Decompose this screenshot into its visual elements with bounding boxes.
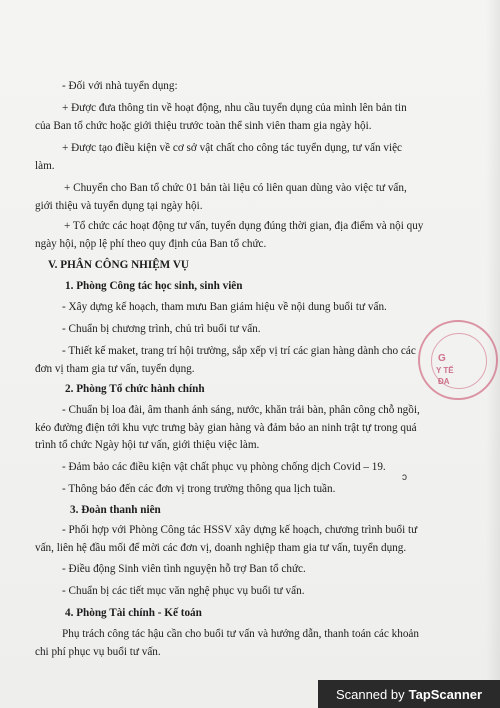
text-line: chi phí phục vụ buổi tư vấn. xyxy=(35,646,161,658)
text-line: - Thông báo đến các đơn vị trong trường thông qua lịch tuần. xyxy=(62,483,336,495)
watermark-prefix: Scanned by xyxy=(335,686,405,702)
watermark-brand: TapScanner xyxy=(408,686,483,702)
text-line: - Chuẩn bị chương trình, chủ trì buổi tư vấn. xyxy=(62,323,261,335)
scanner-watermark xyxy=(318,680,500,708)
text-line: + Được đưa thông tin về hoạt động, nhu cầu tuyển dụng của mình lên bản tin xyxy=(62,102,407,114)
seal-letter: G xyxy=(438,353,446,364)
subsection-heading: 1. Phòng Công tác học sinh, sinh viên xyxy=(65,280,243,292)
text-line: + Được tạo điều kiện về cơ sở vật chất cho công tác tuyển dụng, tư vấn việc xyxy=(62,142,403,154)
text-line: - Đảm bảo các điều kiện vật chất phục vụ phòng chống dịch Covid – 19. xyxy=(62,461,386,473)
text-line: làm. xyxy=(35,160,55,172)
subsection-heading: 4. Phòng Tài chính - Kế toán xyxy=(65,607,202,619)
text-line: - Xây dựng kế hoạch, tham mưu Ban giám hiệu về nội dung buổi tư vấn. xyxy=(62,301,387,313)
text-line: - Điều động Sinh viên tình nguyện hỗ trợ Ban tổ chức. xyxy=(62,563,306,575)
text-line: - Chuẩn bị các tiết mục văn nghệ phục vụ buổi tư vấn. xyxy=(62,585,305,597)
subsection-heading: 2. Phòng Tổ chức hành chính xyxy=(65,383,205,395)
text-line: + Chuyển cho Ban tổ chức 01 bản tài liệu có liên quan dùng vào việc tư vấn, xyxy=(64,182,407,194)
employer-heading: - Đối với nhà tuyển dụng: xyxy=(62,80,178,92)
text-line: - Thiết kế maket, trang trí hội trường, sắp xếp vị trí các gian hàng dành cho các xyxy=(62,345,416,357)
red-seal-stamp xyxy=(418,320,498,400)
stray-pen-mark: ɔ xyxy=(402,472,407,483)
text-line: Phụ trách công tác hậu cần cho buổi tư vấn và hướng dẫn, thanh toán các khoản xyxy=(62,628,419,640)
subsection-heading: 3. Đoàn thanh niên xyxy=(70,504,161,516)
section-heading: V. PHÂN CÔNG NHIỆM VỤ xyxy=(48,259,189,271)
text-line: trình tổ chức Ngày hội tư vấn, giới thiệu việc làm. xyxy=(35,439,260,451)
text-line: giới thiệu và tuyển dụng tại ngày hội. xyxy=(35,200,203,212)
seal-text: ĐA xyxy=(438,377,450,386)
text-line: đơn vị tham gia tư vấn, tuyển dụng. xyxy=(35,363,195,375)
text-line: - Phối hợp với Phòng Công tác HSSV xây dựng kế hoạch, chương trình buổi tư xyxy=(62,524,418,536)
text-line: kéo đường điện tới khu vực trưng bày gian hàng và đảm bảo an ninh trật tự trong quá xyxy=(35,422,417,434)
text-line: vấn, liên hệ đầu mối để mời các đơn vị, doanh nghiệp tham gia tư vấn, tuyển dụng. xyxy=(35,542,407,554)
seal-text: Y TẾ xyxy=(436,366,454,375)
text-line: + Tổ chức các hoạt động tư vấn, tuyển dụng đúng thời gian, địa điểm và nội quy xyxy=(64,220,424,232)
text-line: - Chuẩn bị loa đài, âm thanh ánh sáng, nước, khăn trải bàn, phân công chỗ ngồi, xyxy=(62,404,420,416)
text-line: của Ban tổ chức hoặc giới thiệu trước toàn thể sinh viên tham gia ngày hội. xyxy=(35,120,372,132)
text-line: ngày hội, nộp lệ phí theo quy định của Ban tổ chức. xyxy=(35,238,267,250)
